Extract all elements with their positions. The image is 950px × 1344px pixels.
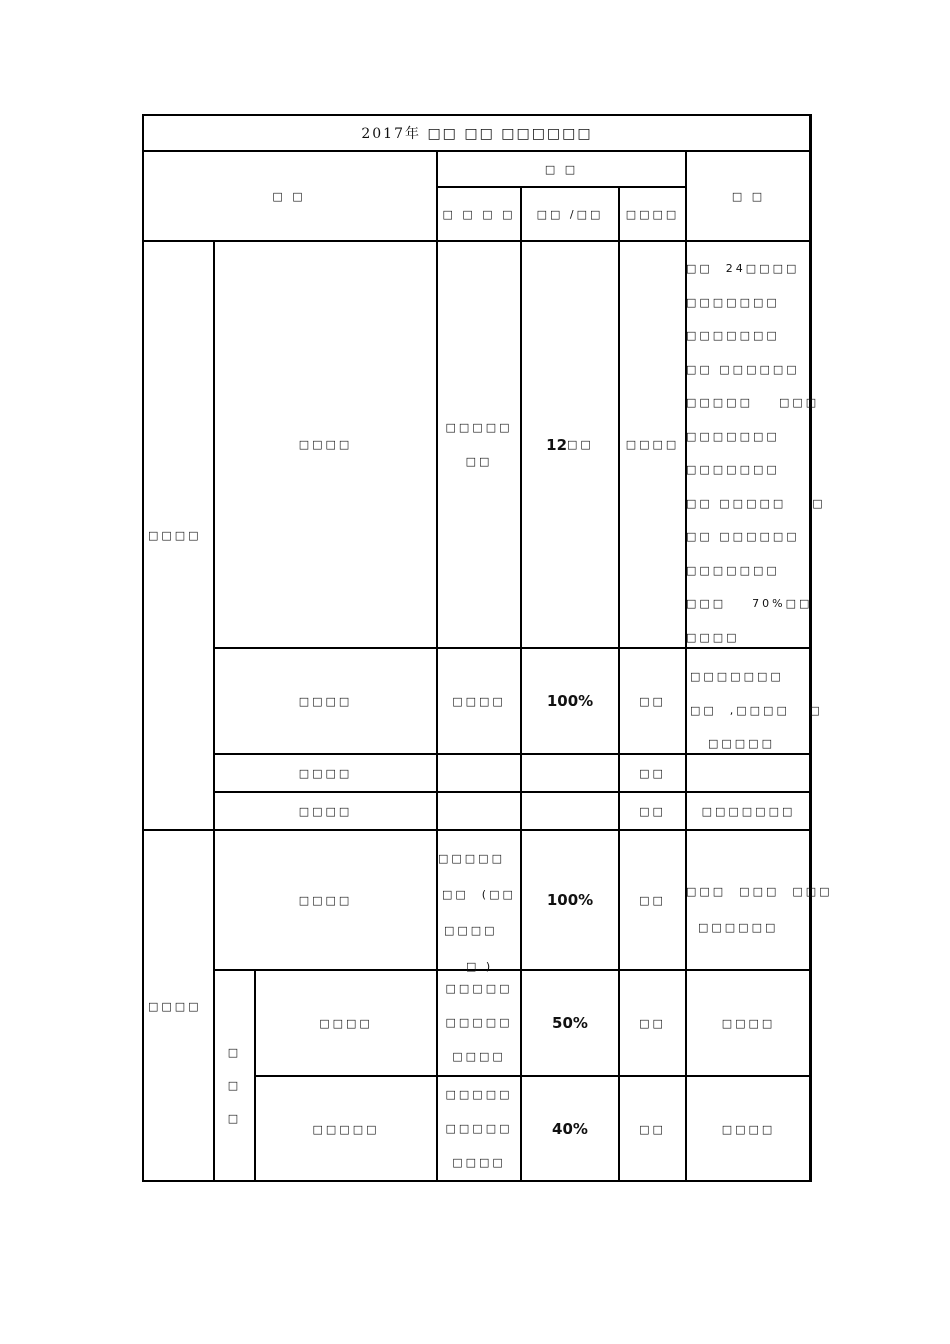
note-line: □□□□□ □□□ <box>686 396 820 409</box>
row-item: □□□□ <box>298 893 353 907</box>
note-line: □□ 24□□□□ <box>686 262 800 275</box>
measure-line: □□ (□□ <box>442 888 516 901</box>
note-line: □□□□ <box>686 630 740 644</box>
row-unit: □□ <box>639 893 666 907</box>
value-suffix: □□ <box>567 438 594 451</box>
row-unit: □□ <box>639 1016 666 1030</box>
header-unit: □□□□ <box>625 207 680 221</box>
note-line: □□□□□□□ <box>686 429 780 443</box>
row-note <box>686 874 833 946</box>
header-item: □ □ <box>272 189 306 203</box>
note-line: □□□□□□□ <box>686 463 780 476</box>
note-line: □□□□□ <box>708 737 775 750</box>
row-note: □□□□□□□ <box>701 804 796 818</box>
measure-line: □□□□ <box>452 1050 506 1063</box>
row-value: 40% <box>552 1120 588 1138</box>
subgroup-char: □ <box>227 1045 242 1059</box>
row-unit: □□ <box>639 1122 666 1136</box>
row-unit: □□ <box>639 766 666 780</box>
row-unit: □□□□ <box>625 438 680 451</box>
measure-line: □□ <box>465 454 493 468</box>
subgroup-char: □ <box>227 1078 242 1092</box>
note-line: □□□□□□□ <box>686 329 780 342</box>
row-item: □□□□ <box>319 1016 373 1030</box>
row-item: □□□□ <box>298 438 353 451</box>
value-number: 12 <box>546 435 568 454</box>
header-measure: □ □ □ □ <box>442 207 516 221</box>
note-line: □□□□□□□ <box>686 295 780 309</box>
measure-line: □□□□□ <box>445 982 513 995</box>
note-line: □□ ,□□□□ □ <box>690 703 823 717</box>
row-measure <box>438 242 520 647</box>
row-item: □□□□ <box>298 766 353 780</box>
measure-line: □□□□□ <box>445 1016 513 1029</box>
table-title: 2017年 □□ □□ □□□□□□ <box>361 126 593 142</box>
subgroup-char: □ <box>227 1111 242 1125</box>
measure-line: □□□□□ <box>445 1088 513 1101</box>
row-value: 50% <box>552 1014 588 1032</box>
row-note <box>690 660 823 761</box>
row-note: □□□□ <box>721 1122 776 1136</box>
note-line: □□ □□□□□ □ <box>686 496 826 510</box>
row-measure: □□□□ <box>452 694 506 708</box>
header-note: □ □ <box>731 189 766 203</box>
row-item: □□□□□ <box>312 1122 380 1136</box>
row-unit: □□ <box>639 694 666 708</box>
group-label: □□□□ <box>148 999 202 1013</box>
row-item: □□□□ <box>298 694 353 708</box>
row-value: 100% <box>546 891 594 909</box>
note-line: □□□ □□□ □□□ <box>686 885 833 898</box>
row-measure <box>438 1077 520 1181</box>
row-note: □□□□ <box>721 1016 776 1030</box>
measure-line: □□□□□ <box>438 852 505 865</box>
row-item: □□□□ <box>298 804 353 818</box>
row-measure <box>438 841 516 985</box>
row-unit: □□ <box>639 804 666 818</box>
row-note <box>686 252 826 654</box>
row-measure <box>438 971 520 1075</box>
note-line: □□□□□□□ <box>686 563 780 577</box>
note-line: □□□□□□□ <box>690 670 784 683</box>
measure-line: □□□□ <box>452 1156 506 1169</box>
row-value <box>522 242 618 647</box>
note-line: □□ □□□□□□ <box>686 530 800 543</box>
note-line: □□□ 70%□□ <box>686 597 813 610</box>
measure-line: □ ) <box>466 960 494 973</box>
note-line: □□ □□□□□□ <box>686 362 800 376</box>
header-value: □□ /□□ <box>536 207 604 221</box>
row-value: 100% <box>546 692 594 710</box>
measure-line: □□□□□ <box>445 420 513 434</box>
measure-line: □□□□□ <box>445 1122 513 1135</box>
subgroup-label <box>215 1030 254 1140</box>
measure-line: □□□□ <box>444 924 498 937</box>
group-label: □□□□ <box>148 529 202 542</box>
note-line: □□□□□□ <box>698 921 779 934</box>
header-target-group: □ □ <box>544 162 579 176</box>
